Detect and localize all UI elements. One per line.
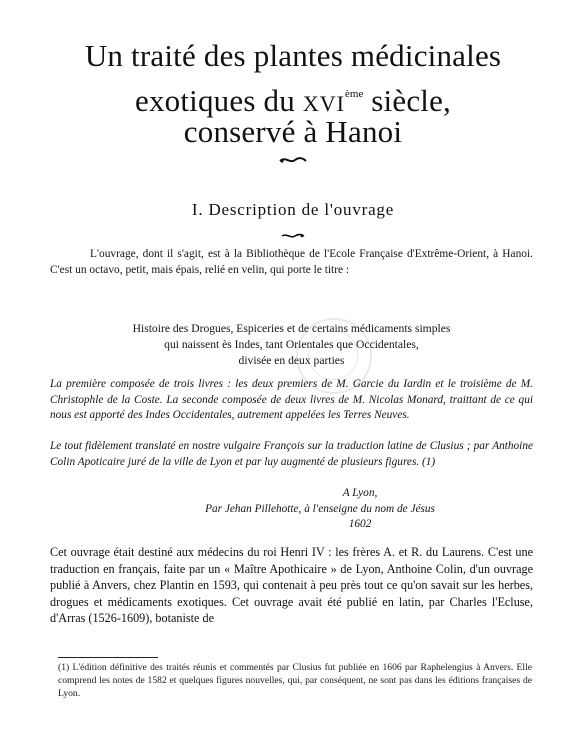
- title-century-superscript: ème: [345, 88, 364, 100]
- book-title-line-2: qui naissent ès Indes, tant Orientales que Occidentales,: [164, 338, 419, 351]
- book-title-line-3: divisée en deux parties: [238, 354, 345, 367]
- main-paragraph-text: Cet ouvrage était destiné aux médecins du roi Henri IV : les frères A. et R. du Laurens. C'est une traduction en français, faite par un « Maître Apothicaire » de Lyon, Anthoine Colin, d'un ouvrage publié à Anvers, chez Plantin en 1593, qui contenait à peu près tout ce qu'on savait sur les herbes, drogues et médicaments exotiques. Cet ouvrage avait été publié en latin, par Charles l'Ecluse, d'Arras (1526-1609), botaniste de: [50, 545, 533, 626]
- footnote-text: (1) L'édition définitive des traités réunis et commentés par Clusius fut publiée en 1606 par Raphelengius à Anvers. Elle comprend les notes de 1582 et quelques figures nouvelles, qui, par conséquent, ne sont pas dans les éditions françaises de Lyon.: [58, 662, 532, 699]
- imprint-block: [160, 486, 480, 533]
- title-line-1: Un traité des plantes médicinales: [84, 38, 502, 73]
- title-ornament: [0, 153, 586, 169]
- title-line-2-prefix: exotiques du: [134, 83, 303, 118]
- flourish-icon: [280, 232, 306, 240]
- italic-paragraph-2-text: Le tout fidèlement translaté en nostre vulgaire François sur la traduction latine de Clusius ; par Anthoine Colin Apoticaire juré de la ville de Lyon et par luy augmenté de plusieurs figures. (1): [50, 440, 533, 468]
- intro-paragraph-text: L'ouvrage, dont il s'agit, est à la Bibliothèque de l'Ecole Française d'Extrême-Orient, à Hanoi. C'est un octavo, petit, mais épais, relié en velin, qui porte le titre :: [50, 248, 533, 276]
- section-ornament: [0, 228, 586, 244]
- section-heading: I. Description de l'ouvrage: [191, 200, 395, 219]
- intro-paragraph: [50, 247, 533, 278]
- imprint-publisher: Par Jehan Pillehotte, à l'enseigne du nom de Jésus: [205, 502, 435, 515]
- title-line-2-suffix: siècle,: [363, 83, 452, 118]
- imprint-city: A Lyon,: [342, 487, 378, 499]
- imprint-year: 1602: [348, 518, 372, 531]
- footnote-rule: [58, 657, 158, 658]
- italic-paragraph-1: [50, 377, 533, 424]
- footnote: [58, 661, 532, 700]
- title-century: XVI: [302, 91, 346, 116]
- flourish-icon: [278, 155, 308, 165]
- italic-paragraph-1-text: La première composée de trois livres : les deux premiers de M. Garcie du Iardin et le troisième de M. Christophle de la Coste. La seconde composée de deux livres de M. Nicolas Monard, traittant de ce qui nous est apporté des Indes Occidentales, autrement appelées les Terres Neuves.: [50, 378, 533, 422]
- italic-paragraph-2: [50, 439, 533, 470]
- book-title-block: [50, 321, 533, 369]
- book-title-line-1: Histoire des Drogues, Espiceries et de certains médicaments simples: [132, 322, 451, 335]
- title-line-3: conservé à Hanoi: [183, 114, 403, 149]
- main-paragraph: [50, 544, 533, 627]
